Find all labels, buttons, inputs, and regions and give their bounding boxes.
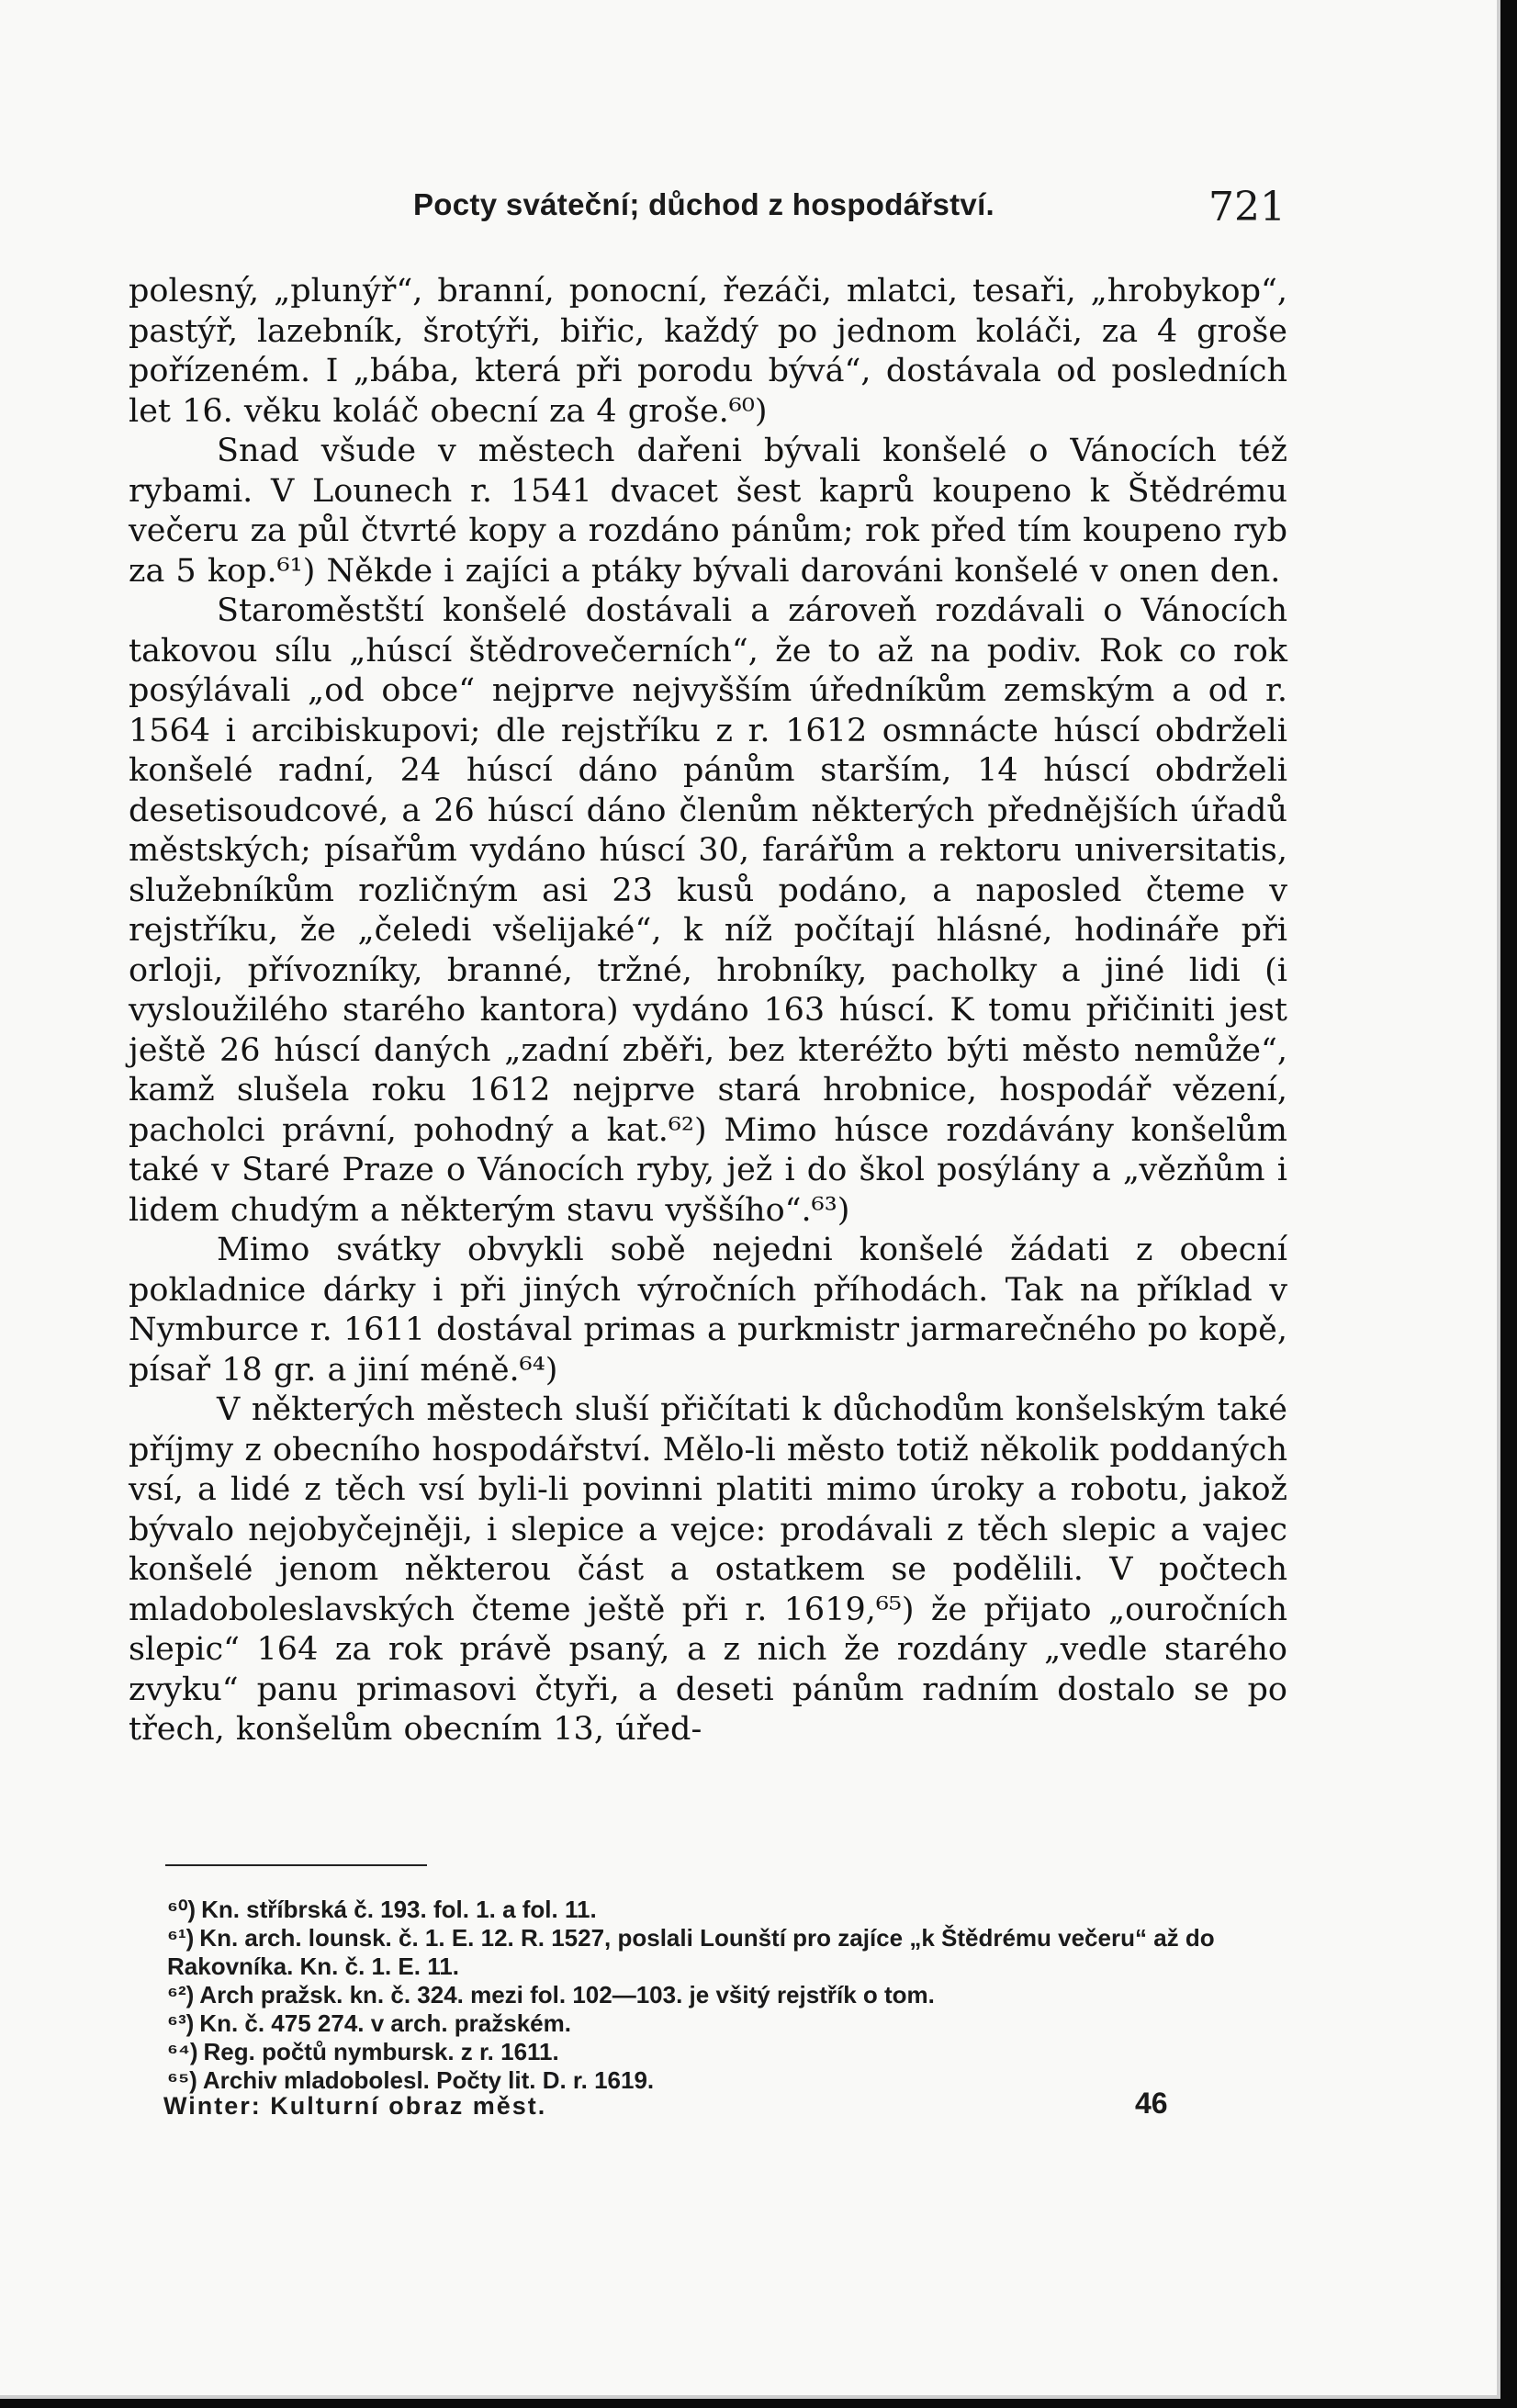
footnote xyxy=(167,2038,1287,2066)
body-text xyxy=(129,272,1287,1750)
footnote-text: Arch pražsk. kn. č. 324. mezi fol. 102—103. je všitý rejstřík o tom. xyxy=(199,1981,935,2009)
footnote xyxy=(167,1981,1287,2009)
footnote-text: Kn. arch. lounsk. č. 1. E. 12. R. 1527, poslali Lounští pro zajíce „k Štědrému večeru“ až do Rakovníka. Kn. č. 1. E. 11. xyxy=(167,1924,1215,1980)
signature-number: 46 xyxy=(1135,2087,1168,2120)
footnote-mark: ⁶²) xyxy=(167,1981,195,2009)
printer-signature: Winter: Kulturní obraz měst. xyxy=(163,2092,547,2120)
footnote-text: Kn. stříbrská č. 193. fol. 1. a fol. 11. xyxy=(201,1896,597,1923)
paragraph: V některých městech sluší přičítati k důchodům konšelským také příjmy z obecního hospodářství. Mělo-li město totiž několik poddaných vsí, a lidé z těch vsí byli-li povinni platiti mimo úroky a robotu, jakož bývalo nejobyčejněji, i slepice a vejce: prodávali z těch slepic a vajec konšelé jenom některou část a ostatkem se podělili. V počtech mladoboleslavských čteme ještě při r. 1619,⁶⁵) že přijato „ouročních slepic“ 164 za rok právě psaný, a z nich že rozdány „vedle starého zvyku“ panu primasovi čtyři, a deseti pánům radním dostalo se po třech, konšelům obecním 13, úřed- xyxy=(129,1391,1287,1748)
page-number: 721 xyxy=(1208,184,1286,231)
footnote xyxy=(167,1896,1287,1924)
paragraph: Mimo svátky obvykli sobě nejedni konšelé žádati z obecní pokladnice dárky i při jiných výročních příhodách. Tak na příklad v Nymburce r. 1611 dostával primas a purkmistr jarmarečného po kopě, písař 18 gr. a jiní méně.⁶⁴) xyxy=(129,1232,1287,1389)
running-title: Pocty sváteční; důchod z hospodářství. xyxy=(413,187,995,221)
footnote-mark: ⁶¹) xyxy=(167,1924,195,1952)
footnote xyxy=(167,2009,1287,2038)
paragraph: Snad všude v městech dařeni bývali konšelé o Vánocích též rybami. V Lounech r. 1541 dvacet šest kaprů koupeno k Štědrému večeru za půl čtvrté kopy a rozdáno pánům; rok před tím koupeno ryb za 5 kop.⁶¹) Někde i zajíci a ptáky bývali darováni konšelé v onen den. xyxy=(129,433,1287,590)
footnote-text: Kn. č. 475 274. v arch. pražském. xyxy=(199,2009,571,2037)
footnote-text: Reg. počtů nymbursk. z r. 1611. xyxy=(203,2038,559,2065)
footnote-mark: ⁶³) xyxy=(167,2009,195,2037)
footnote-text: Archiv mladobolesl. Počty lit. D. r. 1619. xyxy=(202,2066,655,2094)
footnote xyxy=(167,1924,1287,1981)
footnote-mark: ⁶⁰) xyxy=(167,1896,197,1923)
footnote xyxy=(167,2066,1287,2095)
page-header xyxy=(129,180,1286,235)
footnote-mark: ⁶⁴) xyxy=(167,2038,198,2065)
paragraph: polesný, „plunýř“, branní, ponocní, řezáči, mlatci, tesaři, „hrobykop“, pastýř, lazebník, šrotýři, biřic, každý po jednom koláči, za 4 groše pořízeném. I „bába, která při porodu bývá“, dostávala od posledních let 16. věku koláč obecní za 4 groše.⁶⁰) xyxy=(129,273,1287,430)
footnote-divider xyxy=(165,1864,427,1866)
paragraph: Staroměstští konšelé dostávali a zároveň rozdávali o Vánocích takovou sílu „húscí štědrovečerních“, že to až na podiv. Rok co rok posýlávali „od obce“ nejprve nejvyšším úředníkům zemským a od r. 1564 i arcibiskupovi; dle rejstříku z r. 1612 osmnácte húscí obdrželi konšelé radní, 24 húscí dáno pánům starším, 14 húscí obdrželi desetisoudcové, a 26 húscí dáno členům některých přednějších úřadů městských; písařům vydáno húscí 30, farářům a rektoru universitatis, služebníkům rozličným asi 23 kusů podáno, a naposled čteme v rejstříku, že „čeledi všelijaké“, k níž počítají hlásné, hodináře při orloji, přívozníky, branné, tržné, hrobníky, pacholky a jiné lidi (i vysloužilého starého kantora) vydáno 163 húscí. K tomu přičiniti jest ještě 26 húscí daných „zadní zběři, bez kteréžto býti město nemůže“, kamž slušela roku 1612 nejprve stará hrobnice, hospodář vězení, pacholci právní, pohodný a kat.⁶²) Mimo húsce rozdávány konšelům také v Staré Praze o Vánocích ryby, jež i do škol posýlány a „vězňům i lidem chudým a některým stavu vyššího“.⁶³) xyxy=(129,592,1287,1229)
footnote-mark: ⁶⁵) xyxy=(167,2066,197,2094)
footnotes xyxy=(167,1896,1287,2095)
